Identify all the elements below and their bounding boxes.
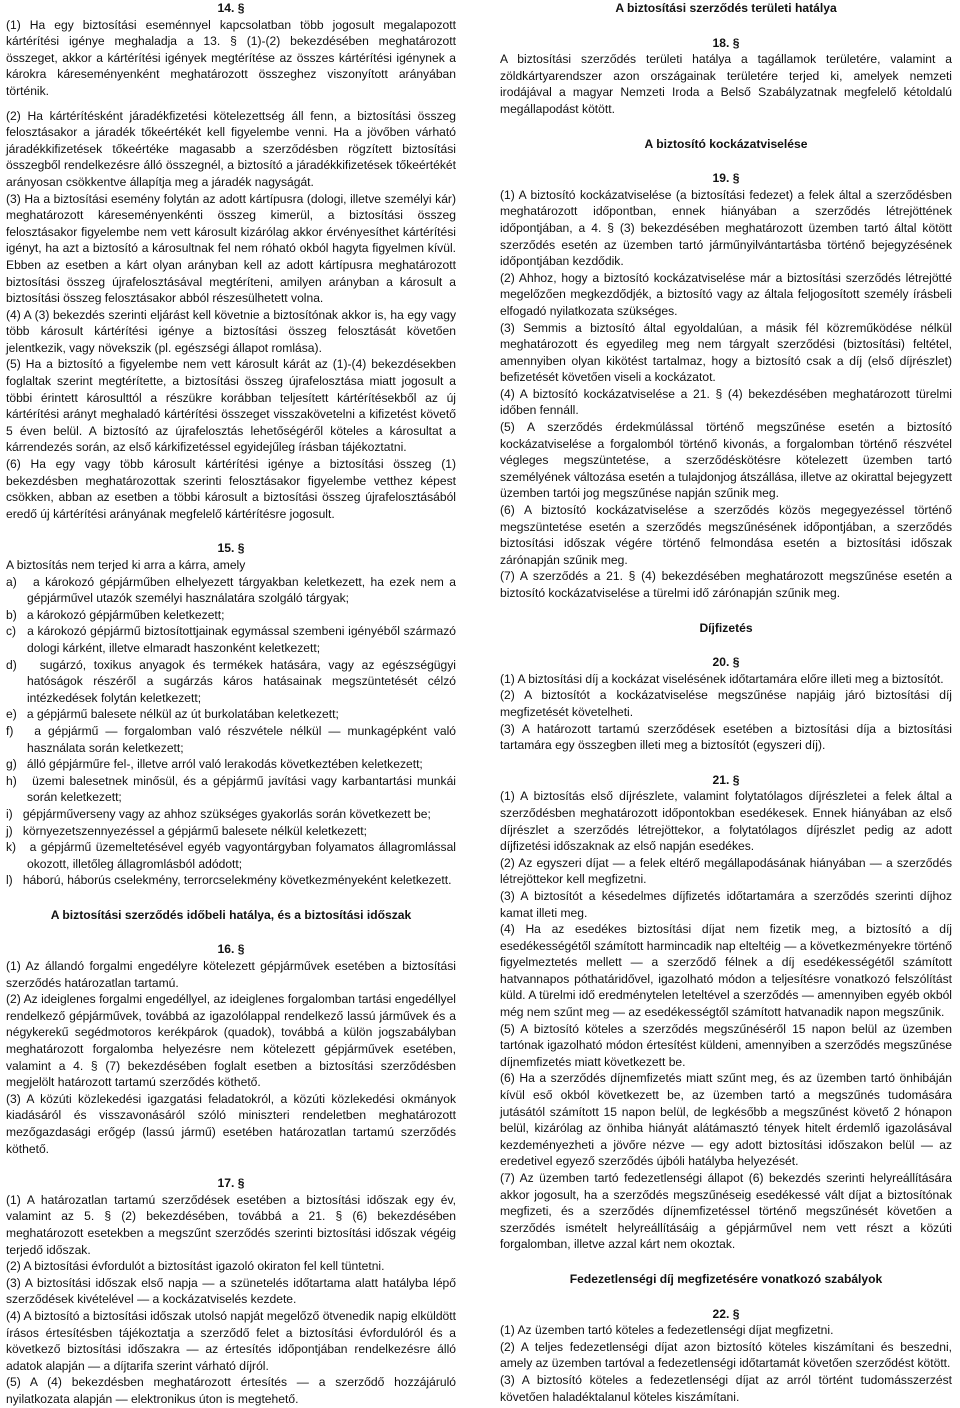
section-18-heading: 18. §	[712, 35, 740, 50]
s14-paragraph-4: (4) A (3) bekezdés szerinti eljárást kell követnie a biztosítónak akkor is, ha egy vagy több károsult kártérítési igénye a biztosítási összeg felosztását követően jelentkezik, vagy növekszik (pl. egészségi állapot romlása).	[6, 307, 456, 355]
list-item: c) a károkozó gépjármű biztosítottjainak egymással szembeni igényéből származó dologi kárként, illetve elmaradt haszonként keletkezett;	[6, 624, 456, 655]
list-item: i) gépjárműverseny vagy az ahhoz szükséges gyakorlás során következett be;	[6, 806, 431, 821]
section-title-teruleti-hataly: A biztosítási szerződés területi hatálya	[615, 1, 837, 15]
s20-paragraph-3: (3) A határozott tartamú szerződések esetében a biztosítási díja a biztosítási tartamára egy összegben illeti meg a biztosítót (egyszeri díj).	[500, 721, 952, 753]
section-title-kockazatviseles: A biztosító kockázatviselése	[644, 136, 808, 151]
section-21-heading: 21. §	[712, 772, 740, 787]
s17-paragraph-3: (3) A biztosítási időszak első napja — a szünetelés időtartama alatt hatályba lépő szerződések kivételével — a kockázatviselés kezdete.	[6, 1275, 456, 1307]
s14-paragraph-3: (3) Ha a biztosítási esemény folytán az adott kártípusra (dologi, illetve személyi kár) meghatározott káreseményenkénti összeg kimerül, a biztosítási összeg felosztásakor figyelembe nem vett károsult kizárólag akkor érvényesíthet kártérítési igényt, ha azt a biztosító a károsultnak fel nem róható okból hagyta figyelmen kívül. Ebben az esetben a kárt olyan arányban kell az adott kártípusra meghatározott biztosítási összeg újrafelosztásával megtéríteni, amilyen arányban a károsult a biztosítási összeg felosztásakor abból részesülhetett volna.	[6, 191, 456, 306]
list-item: f) a gépjármű — forgalomban való részvétele nélkül — munkagépként való használata során keletkezett;	[6, 723, 456, 755]
list-item: l) háború, háborús cselekmény, terrorcselekmény következményeként keletkezett.	[6, 873, 452, 888]
s20-paragraph-1: (1) A biztosítási díj a kockázat viselésének időtartamára előre illeti meg a biztosítót.	[500, 671, 944, 686]
s14-paragraph-5: (5) Ha a biztosító a figyelembe nem vett károsult kárát az (1)-(4) bekezdésekben foglaltak szerint megtérítette, a biztosítási összeg újrafelosztása miatt jogosult a többi érintett károsulttól a részükre korábban teljesített kártérítésekből az új kártérítési arányt meghaladó kártérítési összeget visszakövetelni a kifizetést követő 5 éven belül. A biztosító az újrafelosztás lehetőségéről köteles a károsultat a kárrendezés során, az első kárkifizetéssel egyidejűleg írásban tájékoztatni.	[6, 357, 456, 455]
s19-paragraph-7: (7) A szerződés a 21. § (4) bekezdésében meghatározott megszűnése esetén a biztosító kockázatviselése a türelmi idő zárónapján szűnik meg.	[500, 569, 952, 600]
s14-paragraph-1: (1) Ha egy biztosítási eseménnyel kapcsolatban több jogosult megalapozott kártérítési igénye meghaladja a 13. § (1)-(2) bekezdésében meghatározott összeget, akkor a kártérítési igények megtérítése az összes kártérítési igénynek a károkra káreseményenként meghatározott összeghez viszonyított arányában történik.	[6, 17, 456, 98]
s17-paragraph-2: (2) A biztosítási évfordulót a biztosítást igazoló okiraton fel kell tüntetni.	[6, 1259, 385, 1274]
s18-paragraph-1: A biztosítási szerződés területi hatálya a tagállamok területére, valamint a zöldkártyarendszer azon országainak területére terjed ki, amelyek nemzeti irodájával a magyar Nemzeti Iroda a Belső Szabályzatnak megfelelő kétoldalú megállapodást kötött.	[500, 52, 952, 116]
section-title-fedezetlensegi-dij: Fedezetlenségi díj megfizetésére vonatkozó szabályok	[569, 1271, 883, 1286]
s14-paragraph-6: (6) Ha egy vagy több károsult kártérítési igénye a biztosítási összeg (1) bekezdésben meghatározottak szerinti felosztásakor figyelembe vetthez képest csökken, abban az esetben a többi károsult a biztosítási összeg újrafelosztásából eredő új kártérítési arányának megfelelő kártérítésre jogosult.	[6, 457, 456, 521]
list-item: d) sugárzó, toxikus anyagok és termékek hatására, vagy az egészségügyi hatóságok részéről a sugárzás káros hatásainak megszüntetését célzó intézkedések folytán keletkezett;	[6, 657, 456, 705]
s22-paragraph-2: (2) A teljes fedezetlenségi díjat azon biztosító köteles kiszámítani és beszedni, amely az üzemben tartóval a fedezetlenségi időtartamát követően szerződést kötött.	[500, 1339, 952, 1371]
list-item: a) a károkozó gépjárműben elhelyezett tárgyakban keletkezett, ha ezek nem a gépjárművel utazók személyi használatára szolgáló tárgyak;	[6, 574, 456, 606]
s19-paragraph-4: (4) A biztosító kockázatviselése a 21. § (4) bekezdésében meghatározott türelmi időben fennáll.	[500, 386, 952, 418]
s19-paragraph-6: (6) A biztosító kockázatviselése a szerződés közös megegyezéssel történő megszüntetése esetén a szerződés megszűnésének időpontjában, a szerződés biztosítási időszak végére történő felmondása esetén a biztosítási időszak zárónapján szűnik meg.	[500, 503, 952, 567]
s22-paragraph-1: (1) Az üzemben tartó köteles a fedezetlenségi díjat megfizetni.	[500, 1323, 834, 1338]
s21-paragraph-4: (4) Ha az esedékes biztosítási díjat nem fizetik meg, a biztosító a díj esedékességétől számított harmincadik nap elteltéig — a következményekre történő figyelmeztetés mellett — a szerződő félnek a díj esedékességétől számított hatvannapos póthatáridővel, igazolható módon a teljesítésre vonatkozó felszólítást küld. A türelmi idő eredménytelen leteltével a szerződés — amennyiben egyéb okból még nem szűnt meg — az esedékességtől számított hatvanadik napon megszűnik.	[500, 922, 952, 1020]
section-title-dijfizetes: Díjfizetés	[699, 620, 753, 635]
section-17-heading: 17. §	[217, 1176, 245, 1191]
s19-paragraph-5: (5) A szerződés érdekmúlással történő megszűnése esetén a biztosító kockázatviselése a forgalomból történő kivonás, a forgalomban történő részvétel végleges megszüntetése, a szerződéskötésre kötelezett üzemben tartó személyének változása esetén a tulajdonjog átszállása, illetve az okirattal bejegyzett üzemben tartói jog megszűnése napján szűnik meg.	[500, 420, 952, 501]
s21-paragraph-5: (5) A biztosító köteles a szerződés megszűnéséről 15 napon belül az üzemben tartónak igazolható módon értesítést küldeni, amennyiben a szerződés megszűnése díjnemfizetés miatt következett be.	[500, 1021, 952, 1069]
s14-paragraph-2: (2) Ha kártérítésként járadékfizetési kötelezettség áll fenn, a biztosítási összeg felosztásakor a járadék tőkeértékét kell figyelembe venni. Ha a jövőben várható járadékkifizetések tőkeértéke magasabb a szerződésben rögzített biztosítási összegből rendelkezésre álló összegnél, a biztosító a járadékkifizetések tőkeértékét arányosan csökkentve állapítja meg a járadék nagyságát.	[6, 108, 456, 189]
s16-paragraph-3: (3) A közúti közlekedési igazgatási feladatokról, a közúti közlekedési okmányok kiadásáról és visszavonásáról szóló miniszteri rendeletben meghatározott mezőgazdasági erőgép (lassú jármű) esetében határozatlan tartamú szerződés köthető.	[6, 1091, 456, 1156]
s16-paragraph-1: (1) Az állandó forgalmi engedélyre kötelezett gépjárművek esetében a biztosítási szerződés határozatlan tartamú.	[6, 959, 456, 990]
s20-paragraph-2: (2) A biztosítót a kockázatviselése megszűnése napjáig járó biztosítási díj megfizetését követelheti.	[500, 688, 952, 719]
s19-paragraph-1: (1) A biztosító kockázatviselése (a biztosítási fedezet) a felek által a szerződésben meghatározott időpontban, ennek hiányában a szerződés létrejöttének időpontjában, a 4. § (3) bekezdésében meghatározott üzemben tartó által kötött szerződés esetén az üzemben tartó járműnyilvántartásba történő bejegyzésének időpontjában kezdődik.	[500, 187, 952, 269]
section-title-idobeli-hataly: A biztosítási szerződés időbeli hatálya, és a biztosítási időszak	[50, 907, 412, 922]
list-item: b) a károkozó gépjárműben keletkezett;	[6, 607, 225, 622]
list-item: e) a gépjármű balesete nélkül az út burkolatában keletkezett;	[6, 707, 339, 722]
s21-paragraph-1: (1) A biztosítás első díjrészlete, valamint folytatólagos díjrészletei a felek által a szerződésben meghatározott időpontokban esedékesek. Ennek hiányában az első díjrészlet a szerződés létrejöttekor, a folytatólagos díjrészlet pedig az adott díjfizetési időszaknak az első napján esedékes.	[500, 789, 952, 854]
s15-intro: A biztosítás nem terjed ki arra a kárra, amely	[6, 558, 246, 572]
s22-paragraph-3: (3) A biztosító köteles a fedezetlenségi díjat az arról történt tudomásszerzést követően haladéktalanul köteles kiszámítani.	[500, 1372, 952, 1404]
section-22-heading: 22. §	[712, 1306, 740, 1321]
section-15-heading: 15. §	[217, 541, 245, 556]
list-item: h) üzemi balesetnek minősül, és a gépjármű javítási vagy karbantartási munkái során keletkezett;	[6, 773, 456, 805]
section-16-heading: 16. §	[217, 942, 245, 957]
right-column	[500, 0, 952, 1405]
s21-paragraph-2: (2) Az egyszeri díjat — a felek eltérő megállapodásának hiányában — a szerződés létrejöttekor kell megfizetni.	[500, 855, 952, 887]
section-20-heading: 20. §	[712, 655, 740, 670]
section-14-heading: 14. §	[217, 1, 245, 15]
list-item: j) környezetszennyezéssel a gépjármű balesete nélkül keletkezett;	[6, 823, 368, 838]
section-19-heading: 19. §	[712, 171, 740, 186]
list-item: k) a gépjármű üzemeltetésével egyéb vagyontárgyban folyamatos állagromlással okozott, illetőleg állagromlásból adódott;	[6, 840, 456, 871]
s21-paragraph-3: (3) A biztosítót a késedelmes díjfizetés időtartamára a szerződés szerinti díjhoz kamat illeti meg.	[500, 888, 952, 920]
s17-paragraph-5: (5) A (4) bekezdésben meghatározott értesítés — a szerződő hozzájáruló nyilatkozata alapján — elektronikus úton is megtehető.	[6, 1375, 456, 1406]
left-column	[6, 0, 456, 1408]
s15-exclusion-list	[6, 574, 456, 889]
s17-paragraph-1: (1) A határozatlan tartamú szerződések esetében a biztosítási időszak egy év, valamint az 5. § (2) bekezdésében, továbbá a 21. § (6) bekezdésében meghatározott esetekben a megszűnt szerződés szerinti biztosítási időszak végéig terjedő időszak.	[6, 1192, 456, 1257]
s16-paragraph-2: (2) Az ideiglenes forgalmi engedéllyel, az ideiglenes forgalomban tartási engedéllyel rendelkező gépjárművek, továbbá az igazolólappal rendelkező lassú járművek és a négykerekű segédmotoros kerékpárok (quadok), továbbá a külön jogszabályban meghatározott forgalomba helyezésre nem kötelezett gépjárművek esetében, valamint a 4. § (7) bekezdésében foglalt esetben a biztosítási szerződésben megjelölt határozott tartamú szerződés köthető.	[6, 992, 456, 1090]
s19-paragraph-2: (2) Ahhoz, hogy a biztosító kockázatviselése már a biztosítási szerződés létrejötté megelőzően megkezdődjék, a biztosító vagy az általa feljogosított személy írásbeli elfogadó nyilatkozata szükséges.	[500, 270, 952, 318]
s19-paragraph-3: (3) Semmis a biztosító által egyoldalúan, a másik fél közreműködése nélkül meghatározott és egyedileg meg nem tárgyalt szerződési (biztosítási) feltétel, amennyiben olyan kikötést tartalmaz, hogy a biztosító csak a díj (első díjrészlet) befizetését követően viseli a kockázatot.	[500, 320, 952, 385]
s21-paragraph-6: (6) Ha a szerződés díjnemfizetés miatt szűnt meg, és az üzemben tartó önhibáján kívül eső okból következett be, az üzemben tartó a megszűnés tudomására jutásától számított 15 napon belül, de legkésőbb a megszűnést követő 2 hónapon belül, kizárólag az önhiba hiányát alátámasztó tények hitelt érdemlő igazolásával kezdeményezheti a jövőre nézve — egy adott biztosítási időszakon belül — az eredetivel egyező szerződés újbóli hatályba helyezését.	[500, 1071, 952, 1169]
s17-paragraph-4: (4) A biztosító a biztosítási időszak utolsó napját megelőző ötvenedik napig elküldött írásos értesítésben tájékoztatja a szerződő felet a biztosítási évfordulóról és a következő biztosítási időszakra — az értesítés időpontjában rendelkezésre álló adatok alapján — a díjtarifa szerint várható díjról.	[6, 1308, 456, 1373]
list-item: g) álló gépjárműre fel-, illetve arról való lerakodás következtében keletkezett;	[6, 757, 423, 772]
s21-paragraph-7: (7) Az üzemben tartó fedezetlenségi állapot (6) bekezdés szerinti helyreállítására akkor jogosult, ha a szerződés megszűnéseig esedékessé vált díjat a biztosítónak megfizeti, és a szerződés díjnemfizetéssel történő megszűnését követően a szerződés ismételt helyreállításáig a gépjárművel nem vett részt a közúti forgalomban, illetve azzal kárt nem okoztak.	[500, 1171, 952, 1252]
